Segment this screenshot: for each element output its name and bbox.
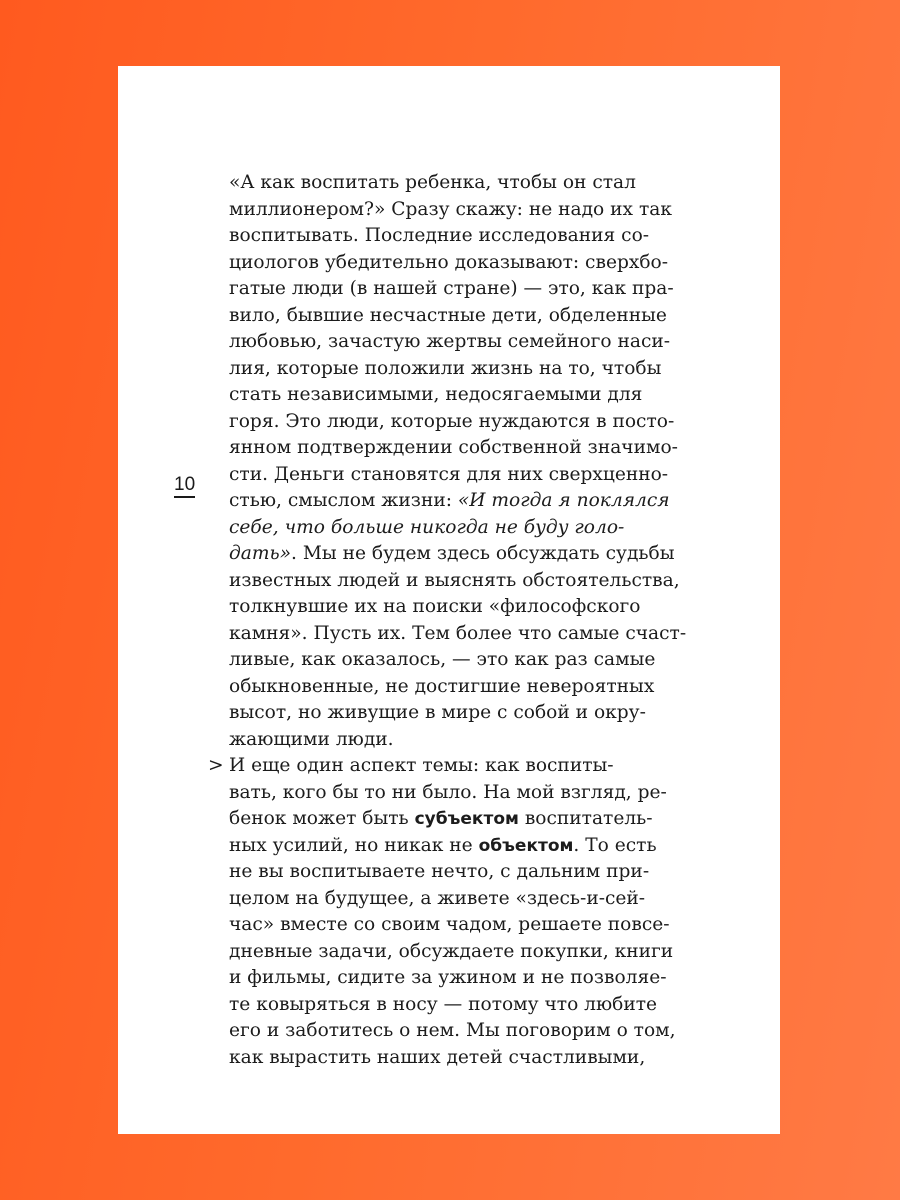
bold-term: объектом [478, 835, 574, 856]
text-line: «А как воспитать ребенка, чтобы он стал [229, 172, 636, 193]
bullet-line [208, 753, 769, 780]
text-line: толкнувшие их на поиски «философского [229, 596, 641, 617]
text-line: жающими люди. [229, 728, 394, 750]
text-line: дневные задачи, обсуждаете покупки, книги [229, 940, 674, 962]
text-line: ливые, как оказалось, — это как раз самые [229, 649, 656, 670]
text-line-with-term [229, 806, 769, 833]
text-line: циологов убедительно доказывают: сверхбо- [229, 251, 669, 273]
text-line-with-quote [229, 541, 769, 568]
text-line: вать, кого бы то ни было. На мой взгляд, ре- [229, 781, 667, 803]
plain-text: . Мы не будем здесь обсуждать судьбы [291, 543, 675, 564]
bold-term: субъектом [414, 809, 519, 829]
text-line: гатые люди (в нашей стране) — это, как пра- [229, 278, 674, 299]
text-line: час» вместе со своим чадом, решаете повсе- [229, 914, 670, 935]
text-line: обыкновенные, не достигшие невероятных [229, 675, 655, 697]
text-line: не вы воспитываете нечто, с дальним при- [229, 861, 650, 882]
text-line: любовью, зачастую жертвы семейного наси- [229, 331, 671, 352]
text-line-with-quote [229, 488, 769, 515]
page-number: 10 [174, 474, 195, 498]
italic-quote-line: себе, что больше никогда не буду голо- [229, 516, 625, 538]
body-text [208, 170, 769, 1071]
text-line: янном подтверждении собственной значимо- [229, 437, 678, 458]
text-line: как вырастить наших детей счастливыми, [229, 1046, 646, 1068]
plain-text: воспитатель- [518, 808, 653, 829]
text-line: целом на будущее, а живете «здесь-и-сей- [229, 887, 646, 909]
plain-text: И еще один аспект темы: как воспиты- [229, 755, 614, 776]
bullet-marker: > [208, 755, 224, 776]
text-line: стать независимыми, недосягаемыми для [229, 384, 643, 405]
text-line: его и заботитесь о нем. Мы поговорим о том, [229, 1020, 676, 1041]
text-line: вило, бывшие несчастные дети, обделенные [229, 304, 667, 326]
book-page [118, 66, 780, 1134]
text-line: и фильмы, сидите за ужином и не позволяе- [229, 967, 667, 988]
text-line-with-term [229, 833, 769, 860]
text-line: горя. Это люди, которые нуждаются в посто- [229, 410, 675, 432]
plain-text: ных усилий, но никак не [229, 834, 479, 856]
text-line: лия, которые положили жизнь на то, чтобы [229, 357, 662, 379]
text-line: камня». Пусть их. Тем более что самые счаст- [229, 622, 687, 644]
italic-quote: дать» [229, 543, 292, 564]
text-line: высот, но живущие в мире с собой и окру- [229, 702, 646, 723]
text-line: миллионером?» Сразу скажу: не надо их так [229, 198, 672, 220]
plain-text: . То есть [573, 834, 657, 856]
plain-text: бенок может быть [229, 808, 415, 829]
text-line: воспитывать. Последние исследования со- [229, 225, 650, 246]
text-line: сти. Деньги становятся для них сверхценно- [229, 463, 669, 485]
text-line: те ковыряться в носу — потому что любите [229, 993, 658, 1015]
text-line: известных людей и выяснять обстоятельства, [229, 569, 680, 591]
italic-quote: «И тогда я поклялся [457, 490, 670, 511]
plain-text: стью, смыслом жизни: [229, 490, 458, 511]
